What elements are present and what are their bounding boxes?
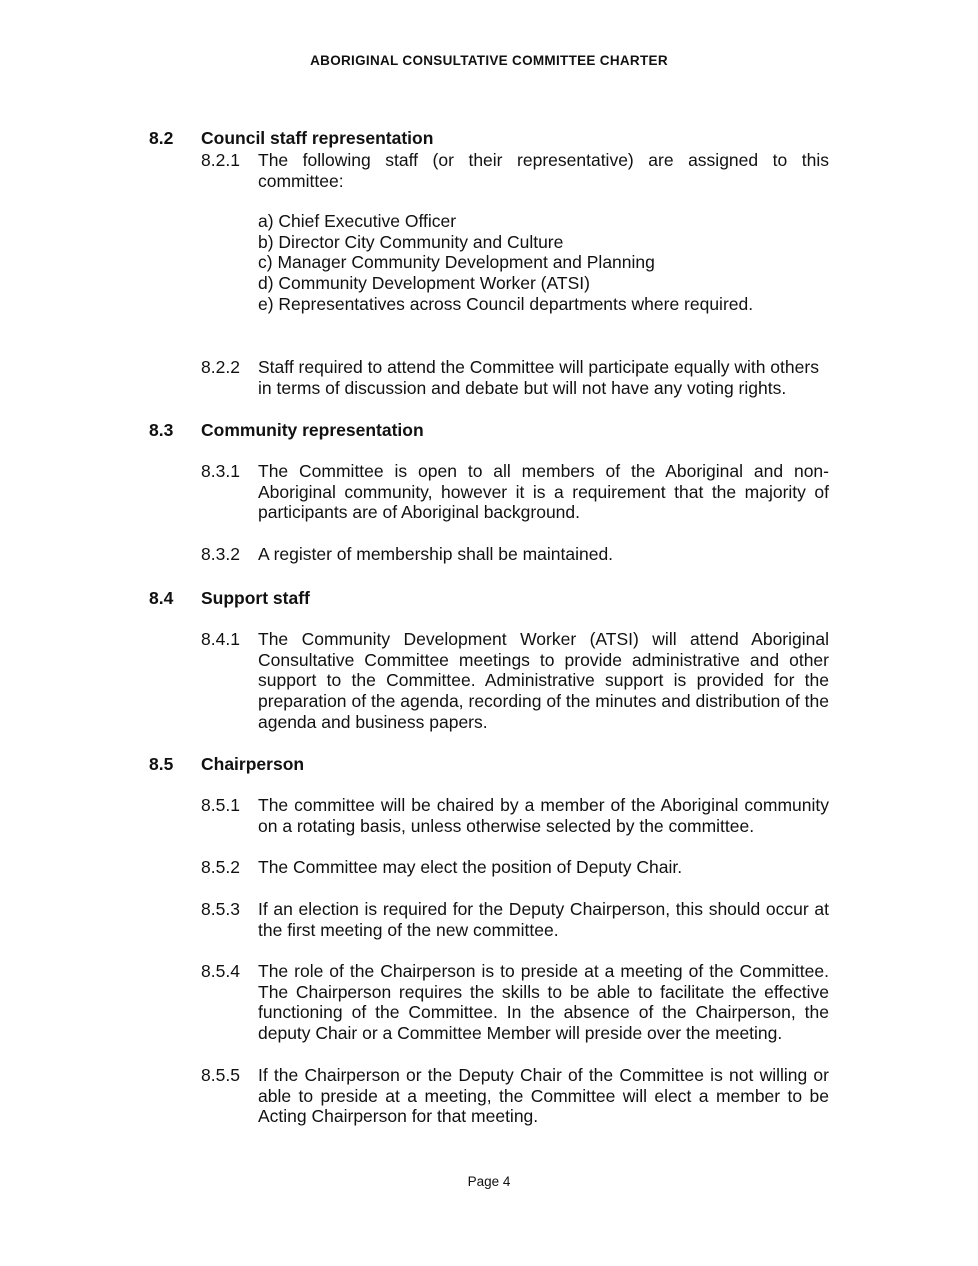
clause-number: 8.5.2	[201, 857, 240, 877]
clause-number: 8.5.1	[201, 795, 240, 815]
clause-8-2-1	[201, 150, 829, 191]
clause-text: The Committee may elect the position of Deputy Chair.	[258, 857, 683, 877]
section-number: 8.3	[149, 420, 174, 440]
clause-text: The committee will be chaired by a member of the Aboriginal community on a rotating basis, unless otherwise selected by the committee.	[258, 795, 829, 836]
list-item: d) Community Development Worker (ATSI)	[258, 273, 590, 294]
staff-list	[258, 211, 753, 315]
clause-number: 8.4.1	[201, 629, 240, 649]
clause-text: The Community Development Worker (ATSI) will attend Aboriginal Consultative Committee meetings to provide administrative and other support to the Committee. Administrative support is provided for the preparation of the agenda, recording of the minutes and distribution of the agenda and business papers.	[258, 629, 829, 732]
section-number: 8.2	[149, 128, 174, 148]
section-number: 8.5	[149, 754, 174, 774]
clause-text: The Committee is open to all members of the Aboriginal and non-Aboriginal community, however it is a requirement that the majority of participants are of Aboriginal background.	[258, 461, 829, 523]
section-title: Chairperson	[201, 754, 305, 774]
section-heading-8-3	[149, 420, 424, 441]
clause-number: 8.5.3	[201, 899, 240, 919]
list-item: c) Manager Community Development and Planning	[258, 252, 655, 273]
list-item: b) Director City Community and Culture	[258, 231, 564, 252]
clause-8-5-4	[201, 961, 829, 1044]
page-number: Page 4	[467, 1174, 511, 1189]
clause-8-3-2	[201, 544, 829, 565]
clause-number: 8.5.5	[201, 1065, 240, 1085]
section-title: Community representation	[201, 420, 424, 440]
clause-8-5-3	[201, 899, 829, 940]
document-header: ABORIGINAL CONSULTATIVE COMMITTEE CHARTER	[310, 53, 668, 68]
section-title: Support staff	[201, 588, 310, 608]
section-heading-8-2	[149, 128, 433, 149]
list-item: e) Representatives across Council departments where required.	[258, 293, 754, 314]
clause-8-4-1	[201, 629, 829, 733]
clause-text: If an election is required for the Deputy Chairperson, this should occur at the first meeting of the new committee.	[258, 899, 829, 940]
section-heading-8-4	[149, 588, 310, 609]
clause-8-2-2	[201, 357, 829, 398]
list-item: a) Chief Executive Officer	[258, 211, 457, 231]
section-title: Council staff representation	[201, 128, 434, 148]
clause-number: 8.5.4	[201, 961, 240, 981]
clause-8-5-2	[201, 857, 829, 878]
clause-text: A register of membership shall be maintained.	[258, 544, 614, 564]
clause-8-5-1	[201, 795, 829, 836]
clause-number: 8.2.2	[201, 357, 240, 377]
clause-number: 8.3.2	[201, 544, 240, 564]
clause-text: The following staff (or their representative) are assigned to this committee:	[258, 150, 829, 191]
clause-text: Staff required to attend the Committee will participate equally with others in terms of discussion and debate but will not have any voting rights.	[258, 357, 819, 398]
clause-number: 8.2.1	[201, 150, 240, 170]
clause-8-3-1	[201, 461, 829, 523]
clause-text: If the Chairperson or the Deputy Chair of the Committee is not willing or able to preside at a meeting, the Committee will elect a member to be Acting Chairperson for that meeting.	[258, 1065, 829, 1127]
clause-8-5-5	[201, 1065, 829, 1127]
clause-number: 8.3.1	[201, 461, 240, 481]
clause-text: The role of the Chairperson is to preside at a meeting of the Committee. The Chairperson requires the skills to be able to facilitate the effective functioning of the Committee. In the absence of the Chairperson, the deputy Chair or a Committee Member will preside over the meeting.	[258, 961, 829, 1044]
section-number: 8.4	[149, 588, 174, 608]
section-heading-8-5	[149, 754, 304, 775]
